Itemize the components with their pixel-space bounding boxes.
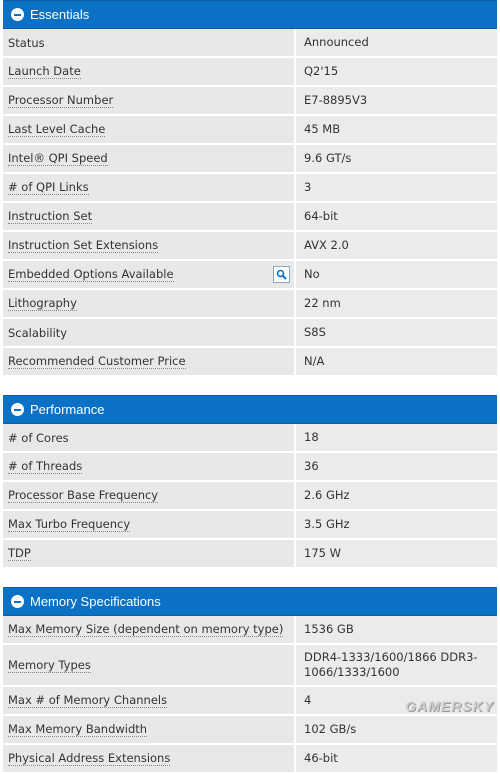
spec-value: 4 [296,687,497,714]
spec-row [3,319,497,348]
spec-label-cell [3,745,294,772]
section-performance [3,395,497,569]
spec-row [3,261,497,290]
spec-label: # of Cores [8,430,69,445]
collapse-icon[interactable] [11,8,24,21]
search-icon[interactable] [273,266,290,283]
spec-label-cell [3,232,294,259]
spec-label-cell [3,687,294,714]
spec-row [3,616,497,645]
spec-label-cell [3,424,294,451]
spec-label-cell [3,319,294,346]
spec-row [3,58,497,87]
spec-row [3,29,497,58]
spec-label-cell [3,174,294,201]
section-memory-specifications [3,587,497,774]
spec-label-cell [3,482,294,509]
spec-label[interactable]: Processor Base Frequency [8,488,159,502]
spec-value: 22 nm [296,290,497,317]
spec-label: Scalability [8,325,68,340]
spec-label[interactable]: # of QPI Links [8,180,89,194]
spec-value: 2.6 GHz [296,482,497,509]
spec-label-cell [3,116,294,143]
spec-label[interactable]: Processor Number [8,93,114,107]
spec-label-cell [3,261,294,288]
spec-value: Announced [296,29,497,56]
section-essentials [3,0,497,377]
spec-value: 64-bit [296,203,497,230]
watermark: GAMERSKY [405,698,494,714]
spec-label-cell [3,453,294,480]
spec-value: 102 GB/s [296,716,497,743]
spec-value: S8S [296,319,497,346]
spec-row [3,116,497,145]
spec-row [3,290,497,319]
spec-value: 1536 GB [296,616,497,643]
spec-value: No [296,261,497,288]
spec-label[interactable]: Max Turbo Frequency [8,517,131,531]
spec-label-cell [3,145,294,172]
spec-label-cell [3,540,294,567]
spec-label[interactable]: Instruction Set Extensions [8,238,159,252]
spec-row [3,716,497,745]
spec-label[interactable]: Recommended Customer Price [8,354,186,368]
section-gap [3,569,497,587]
spec-label[interactable]: Physical Address Extensions [8,751,171,765]
spec-label-cell [3,87,294,114]
section-header[interactable] [3,395,497,424]
spec-row [3,203,497,232]
spec-value: 3.5 GHz [296,511,497,538]
spec-label[interactable]: TDP [8,546,31,560]
section-header[interactable] [3,587,497,616]
spec-label-cell [3,290,294,317]
spec-label[interactable]: Max Memory Bandwidth [8,722,148,736]
spec-row [3,174,497,203]
spec-label-cell [3,511,294,538]
spec-row [3,540,497,569]
spec-row [3,453,497,482]
spec-label[interactable]: # of Threads [8,459,83,473]
spec-label[interactable]: Instruction Set [8,209,93,223]
spec-page [3,0,497,774]
spec-row [3,645,497,687]
spec-value: 45 MB [296,116,497,143]
spec-row [3,145,497,174]
spec-row [3,232,497,261]
spec-label: Status [8,35,45,50]
spec-label-cell [3,348,294,375]
spec-label[interactable]: Last Level Cache [8,122,106,136]
spec-value: 175 W [296,540,497,567]
collapse-icon[interactable] [11,403,24,416]
spec-value: E7-8895V3 [296,87,497,114]
spec-value: 3 [296,174,497,201]
spec-label-cell [3,29,294,56]
spec-value: 36 [296,453,497,480]
section-title: Memory Specifications [30,594,161,609]
section-title: Performance [30,402,105,417]
spec-value: Q2'15 [296,58,497,85]
spec-label[interactable]: Embedded Options Available [8,267,174,281]
spec-value: AVX 2.0 [296,232,497,259]
section-gap [3,377,497,395]
section-header[interactable] [3,0,497,29]
section-title: Essentials [30,7,90,22]
spec-value: 18 [296,424,497,451]
spec-row [3,745,497,774]
collapse-icon[interactable] [11,595,24,608]
spec-label-cell [3,58,294,85]
spec-row [3,482,497,511]
spec-value: 9.6 GT/s [296,145,497,172]
spec-row [3,511,497,540]
spec-label-cell [3,716,294,743]
spec-label[interactable]: Memory Types [8,657,91,672]
spec-label-cell [3,616,294,643]
spec-value: N/A [296,348,497,375]
spec-row [3,87,497,116]
spec-row [3,348,497,377]
spec-label[interactable]: Max Memory Size (dependent on memory type) [8,622,284,636]
spec-label[interactable]: Intel® QPI Speed [8,151,108,165]
spec-label[interactable]: Launch Date [8,64,81,78]
spec-label-cell [3,203,294,230]
spec-value: 46-bit [296,745,497,772]
spec-row [3,424,497,453]
spec-label[interactable]: Lithography [8,296,77,310]
spec-label-cell [3,645,294,685]
spec-label[interactable]: Max # of Memory Channels [8,693,168,707]
spec-value: DDR4-1333/1600/1866 DDR3-1066/1333/1600 [296,645,497,685]
